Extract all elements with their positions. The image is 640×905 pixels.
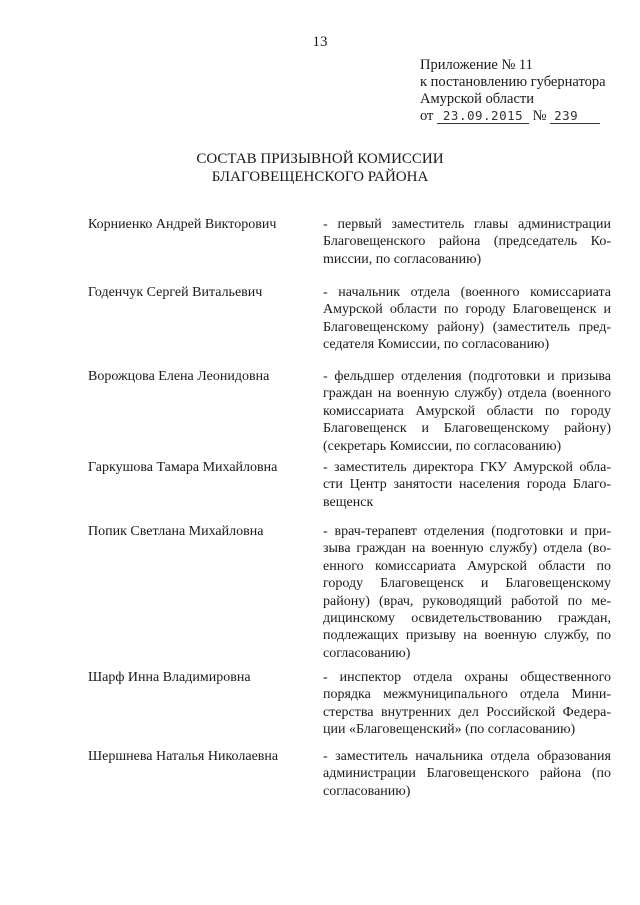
member-role: - заместитель начальника отдела образования администрации Благовещенского района (по согласованию): [323, 749, 611, 799]
member-role: - заместитель директора ГКУ Амурской области Центр занятости населения города Благовещенск: [323, 460, 611, 510]
member-role: - инспектор отдела охраны общественного порядка межмуниципального отдела Министерства внутренних дел Российской Федерации «Благовещенский» (по согласованию): [323, 670, 611, 738]
member-name: Шершнева Наталья Николаевна: [88, 749, 279, 764]
member-role: - первый заместитель главы администрации Благовещенского района (председатель Коmиссии, по согласованию): [323, 217, 611, 267]
appendix-title: Приложение № 11: [420, 57, 533, 73]
member-role: - врач-терапевт отделения (подготовки и призыва граждан на военную службу) отдела (военного комиссариата Амурской области по городу Благовещенск и Благовещенскому району) (врач, руководящий работой по медицинскому освидетельствованию граждан, подлежащих призыву на военную службу, по согласованию): [323, 524, 611, 661]
document-title-line-2: БЛАГОВЕЩЕНСКОГО РАЙОНА: [211, 169, 429, 185]
member-name: Годенчук Сергей Витальевич: [88, 285, 263, 300]
date-prefix: от: [420, 108, 434, 124]
appendix-region: Амурской области: [420, 91, 534, 107]
member-name: Попик Светлана Михайловна: [88, 524, 264, 539]
decree-date: 23.09.2015: [437, 109, 529, 124]
document-title: [0, 150, 640, 186]
member-name: Ворожцова Елена Леонидовна: [88, 369, 270, 384]
decree-number: 239: [550, 109, 600, 124]
member-role: - фельдшер отделения (подготовки и призыва граждан на военную службу) отдела (военного комиссариата Амурской области по городу Благовещенск и Благовещенскому району) (секретарь Комиссии, по согласованию): [323, 369, 611, 454]
member-name: Гаркушова Тамара Михайловна: [88, 460, 278, 475]
member-name: Шарф Инна Владимировна: [88, 670, 251, 685]
appendix-decree-reference: к постановлению губернатора: [420, 74, 606, 90]
appendix-date-line: [420, 108, 606, 125]
appendix-block: [420, 57, 606, 125]
member-role: - начальник отдела (военного комиссариата Амурской области по городу Благовещенск и Благовещенскому району) (заместитель председателя Комиссии, по согласованию): [323, 285, 611, 353]
document-title-line-1: СОСТАВ ПРИЗЫВНОЙ КОМИССИИ: [196, 151, 444, 167]
page-number: 13: [312, 34, 328, 50]
number-sign: №: [532, 108, 547, 124]
member-name: Корниенко Андрей Викторович: [88, 217, 277, 232]
